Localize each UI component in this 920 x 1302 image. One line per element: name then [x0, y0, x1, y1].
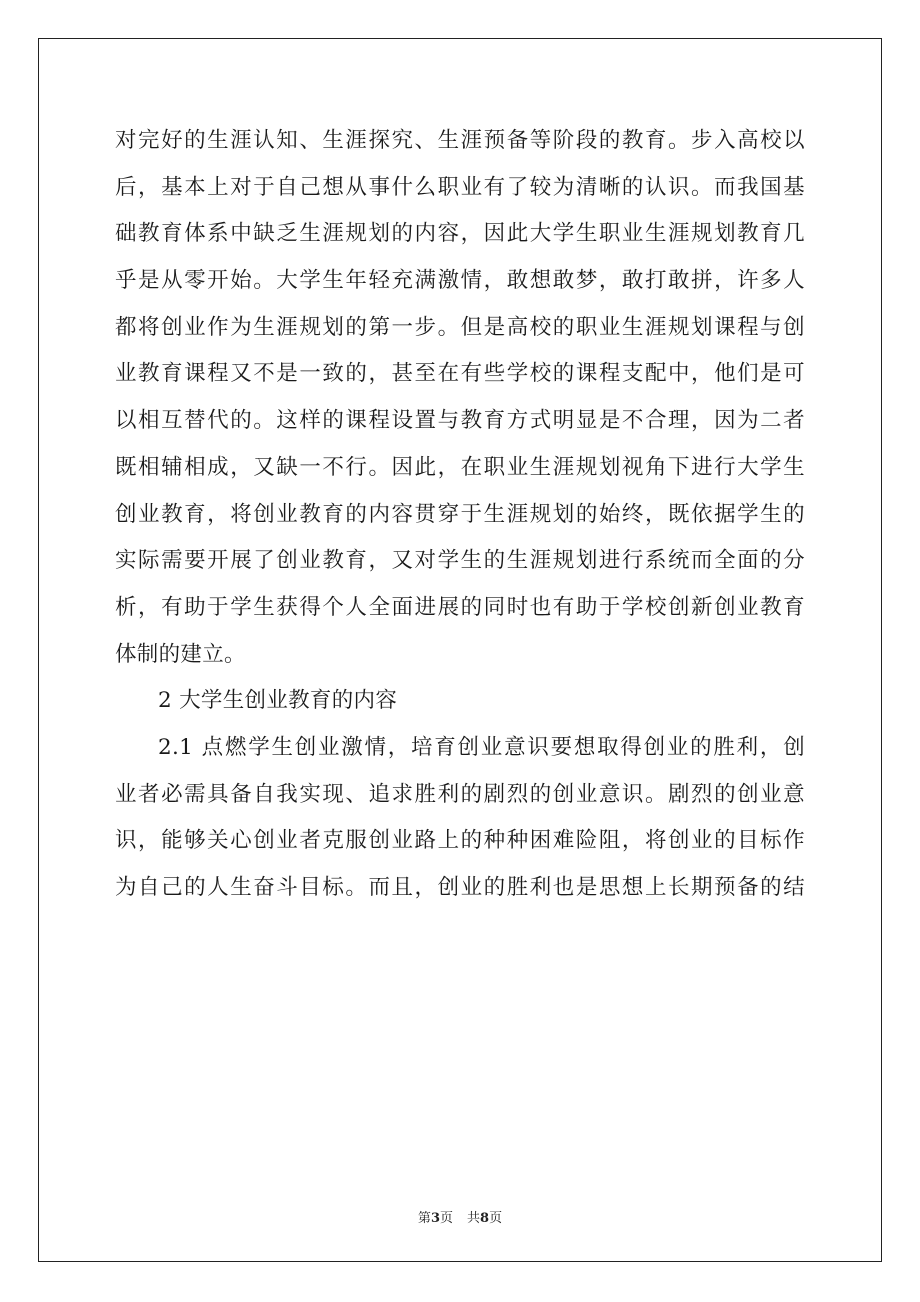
text-line: 都将创业作为生涯规划的第一步。但是高校的职业生涯规划课程与创 — [115, 314, 805, 340]
page-footer — [0, 1207, 920, 1226]
text-line: 对完好的生涯认知、生涯探究、生涯预备等阶段的教育。步入高校以 — [115, 128, 805, 153]
text-line: 业教育课程又不是一致的，甚至在有些学校的课程支配中，他们是可 — [115, 361, 805, 387]
text-line: 为自己的人生奋斗目标。而且，创业的胜利也是思想上长期预备的结 — [115, 875, 805, 900]
text-line: 既相辅相成，又缺一不行。因此，在职业生涯规划视角下进行大学生 — [115, 454, 805, 480]
section-heading: 2 大学生创业教育的内容 — [158, 688, 398, 714]
page-suffix: 页 — [439, 1211, 453, 1226]
total-prefix: 共 — [467, 1211, 481, 1226]
page-prefix: 第 — [417, 1211, 431, 1226]
text-line: 创业教育，将创业教育的内容贯穿于生涯规划的始终，既依据学生的 — [115, 501, 805, 527]
text-line: 体制的建立。 — [115, 641, 246, 667]
text-line: 后，基本上对于自己想从事什么职业有了较为清晰的认识。而我国基 — [115, 174, 805, 200]
text-line: 析，有助于学生获得个人全面进展的同时也有助于学校创新创业教育 — [115, 594, 805, 620]
text-line: 识，能够关心创业者克服创业路上的种种困难险阻，将创业的目标作 — [115, 828, 805, 854]
document-body — [115, 118, 805, 912]
total-pages: 8 — [480, 1211, 490, 1226]
text-line: 业者必需具备自我实现、追求胜利的剧烈的创业意识。剧烈的创业意 — [115, 781, 805, 807]
page-number: 3 — [430, 1211, 440, 1226]
text-line: 以相互替代的。这样的课程设置与教育方式明显是不合理，因为二者 — [115, 408, 805, 434]
text-line: 实际需要开展了创业教育，又对学生的生涯规划进行系统而全面的分 — [115, 548, 805, 574]
paragraph-2 — [115, 725, 805, 912]
text-line: 乎是从零开始。大学生年轻充满激情，敢想敢梦，敢打敢拼，许多人 — [115, 268, 805, 294]
text-line: 础教育体系中缺乏生涯规划的内容，因此大学生职业生涯规划教育几 — [115, 221, 805, 247]
text-line: 2.1 点燃学生创业激情，培育创业意识要想取得创业的胜利，创 — [158, 734, 805, 760]
paragraph-1 — [115, 118, 805, 678]
total-suffix: 页 — [489, 1211, 503, 1226]
